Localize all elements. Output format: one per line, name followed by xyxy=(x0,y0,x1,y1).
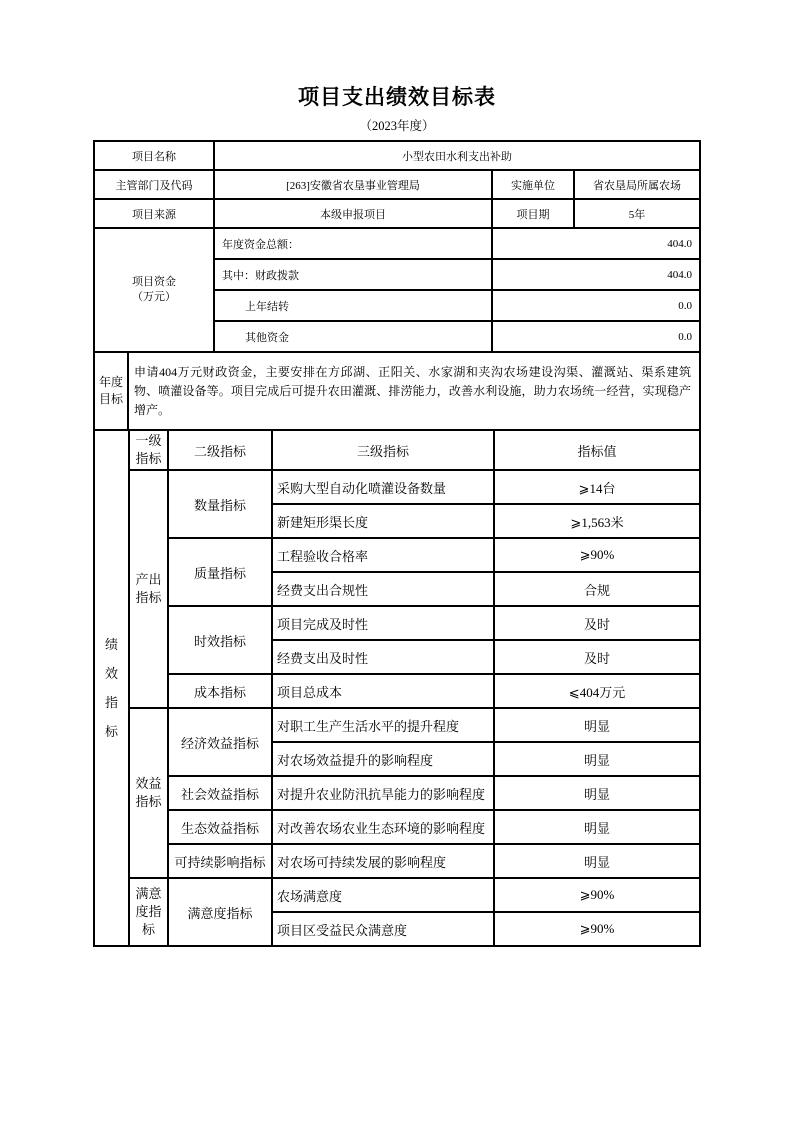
indicator-value: ⩾14台 xyxy=(494,470,700,504)
indicator-value: ⩾90% xyxy=(494,538,700,572)
funding-label-line1: 项目资金 xyxy=(132,276,176,288)
level1-output xyxy=(129,470,168,708)
level2-quantity: 数量指标 xyxy=(168,470,272,538)
funding-group-label xyxy=(94,228,214,352)
indicator-row xyxy=(94,878,700,912)
indicators-side-label-text: 绩效指标 xyxy=(104,637,118,739)
project-name-value: 小型农田水利支出补助 xyxy=(214,141,700,170)
indicator-row xyxy=(94,606,700,640)
level1-benefit-text: 效益指标 xyxy=(135,776,162,809)
indicator-name: 经费支出合规性 xyxy=(272,572,494,606)
page-subtitle: （2023年度） xyxy=(359,119,435,133)
page-title: 项目支出绩效目标表 xyxy=(298,85,496,109)
project-info-table xyxy=(93,140,701,353)
indicator-name: 对提升农业防汛抗旱能力的影响程度 xyxy=(272,776,494,810)
indicator-value: ⩾1,563米 xyxy=(494,504,700,538)
funding-other-label: 其他资金 xyxy=(214,321,492,352)
indicator-name: 对农场可持续发展的影响程度 xyxy=(272,844,494,878)
level2-economic: 经济效益指标 xyxy=(168,708,272,776)
indicator-name: 农场满意度 xyxy=(272,878,494,912)
annual-goal-text: 申请404万元财政资金，主要安排在方邱湖、正阳关、水家湖和夹沟农场建设沟渠、灌溉站、渠系建筑物、喷灌设备等。项目完成后可提升农田灌溉、排涝能力，改善水利设施，助力农场统一经营，实现稳产增产。 xyxy=(128,352,700,430)
funding-carryover-label: 上年结转 xyxy=(214,290,492,321)
indicator-row xyxy=(94,538,700,572)
indicator-name: 项目总成本 xyxy=(272,674,494,708)
funding-fiscal-value: 404.0 xyxy=(492,259,700,290)
indicator-row xyxy=(94,810,700,844)
table-row xyxy=(94,199,700,228)
funding-fiscal-label: 其中：财政拨款 xyxy=(214,259,492,290)
indicator-row xyxy=(94,674,700,708)
indicator-row xyxy=(94,708,700,742)
table-row xyxy=(94,352,700,430)
indicators-side-label xyxy=(94,430,129,946)
indicator-name: 采购大型自动化喷灌设备数量 xyxy=(272,470,494,504)
header-value: 指标值 xyxy=(494,430,700,470)
annual-goal-table xyxy=(93,351,701,431)
impl-unit-label: 实施单位 xyxy=(492,170,574,199)
indicator-value: ⩾90% xyxy=(494,912,700,946)
source-value: 本级申报项目 xyxy=(214,199,492,228)
header-level1 xyxy=(129,430,168,470)
document-tables xyxy=(93,140,794,947)
indicator-value: 及时 xyxy=(494,640,700,674)
table-row xyxy=(94,170,700,199)
level1-output-text: 产出指标 xyxy=(135,572,162,605)
indicator-name: 项目区受益民众满意度 xyxy=(272,912,494,946)
level2-ecological: 生态效益指标 xyxy=(168,810,272,844)
indicator-name: 项目完成及时性 xyxy=(272,606,494,640)
dept-value: [263]安徽省农垦事业管理局 xyxy=(214,170,492,199)
source-label: 项目来源 xyxy=(94,199,214,228)
indicator-name: 新建矩形渠长度 xyxy=(272,504,494,538)
indicator-value: 及时 xyxy=(494,606,700,640)
indicator-name: 对农场效益提升的影响程度 xyxy=(272,742,494,776)
indicator-row xyxy=(94,470,700,504)
indicator-value: ⩽404万元 xyxy=(494,674,700,708)
indicator-name: 工程验收合格率 xyxy=(272,538,494,572)
period-value: 5年 xyxy=(574,199,700,228)
level1-satisfaction-text: 满意度指标 xyxy=(135,886,162,937)
indicator-name: 对职工生产生活水平的提升程度 xyxy=(272,708,494,742)
funding-label-line2: （万元） xyxy=(132,291,176,303)
indicator-value: 明显 xyxy=(494,844,700,878)
dept-label: 主管部门及代码 xyxy=(94,170,214,199)
header-level1-text: 一级指标 xyxy=(135,433,162,466)
table-row xyxy=(94,228,700,259)
level2-cost: 成本指标 xyxy=(168,674,272,708)
level1-satisfaction xyxy=(129,878,168,946)
level1-benefit xyxy=(129,708,168,878)
level2-timeliness: 时效指标 xyxy=(168,606,272,674)
level2-satisfaction: 满意度指标 xyxy=(168,878,272,946)
level2-social: 社会效益指标 xyxy=(168,776,272,810)
indicator-value: 明显 xyxy=(494,810,700,844)
annual-goal-label-text: 年度目标 xyxy=(98,375,123,406)
funding-total-label: 年度资金总额： xyxy=(214,228,492,259)
table-row xyxy=(94,141,700,170)
indicator-value: 明显 xyxy=(494,776,700,810)
indicator-row xyxy=(94,844,700,878)
indicator-name: 对改善农场农业生态环境的影响程度 xyxy=(272,810,494,844)
header-level3: 三级指标 xyxy=(272,430,494,470)
indicators-header-row xyxy=(94,430,700,470)
funding-total-value: 404.0 xyxy=(492,228,700,259)
indicator-row xyxy=(94,776,700,810)
period-label: 项目期 xyxy=(492,199,574,228)
indicators-table xyxy=(93,429,701,947)
annual-goal-label xyxy=(94,352,128,430)
indicator-value: 明显 xyxy=(494,708,700,742)
indicator-value: 合规 xyxy=(494,572,700,606)
level2-sustain: 可持续影响指标 xyxy=(168,844,272,878)
impl-unit-value: 省农垦局所属农场 xyxy=(574,170,700,199)
level2-quality: 质量指标 xyxy=(168,538,272,606)
header-level2: 二级指标 xyxy=(168,430,272,470)
indicator-value: 明显 xyxy=(494,742,700,776)
indicator-value: ⩾90% xyxy=(494,878,700,912)
indicator-name: 经费支出及时性 xyxy=(272,640,494,674)
funding-carryover-value: 0.0 xyxy=(492,290,700,321)
project-name-label: 项目名称 xyxy=(94,141,214,170)
funding-other-value: 0.0 xyxy=(492,321,700,352)
